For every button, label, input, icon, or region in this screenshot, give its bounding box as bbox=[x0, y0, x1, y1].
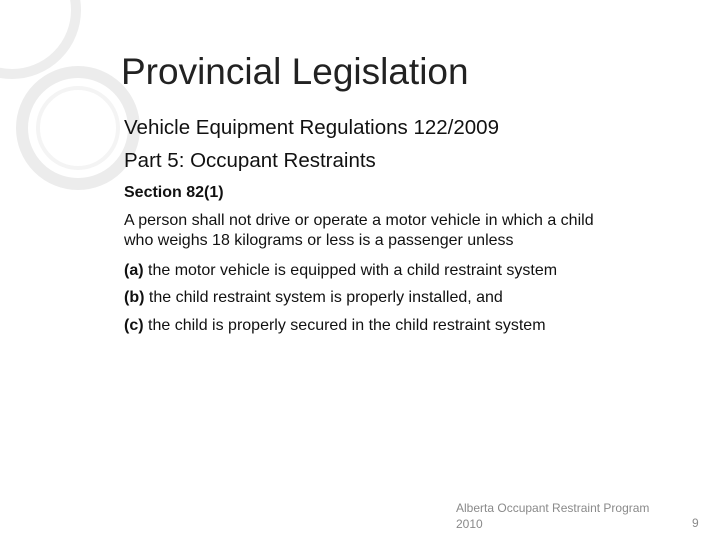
decorative-circles-graphic bbox=[0, 0, 140, 220]
condition-item-b bbox=[124, 288, 503, 308]
condition-text: the motor vehicle is equipped with a child restraint system bbox=[143, 262, 558, 279]
page-number: 9 bbox=[692, 516, 699, 530]
condition-marker: (a) bbox=[124, 262, 144, 279]
part-heading: Part 5: Occupant Restraints bbox=[124, 149, 376, 172]
regulation-heading: Vehicle Equipment Regulations 122/2009 bbox=[124, 116, 499, 139]
intro-line: A person shall not drive or operate a motor vehicle in which a child bbox=[124, 212, 594, 229]
condition-marker: (c) bbox=[124, 317, 144, 334]
condition-item-a bbox=[124, 261, 557, 281]
footer-year: 2010 bbox=[456, 517, 483, 531]
condition-text: the child restraint system is properly installed, and bbox=[144, 289, 503, 306]
condition-text: the child is properly secured in the child restraint system bbox=[143, 317, 546, 334]
intro-paragraph bbox=[124, 210, 684, 252]
footer-program bbox=[456, 500, 649, 532]
condition-item-c bbox=[124, 316, 546, 336]
footer-program-name: Alberta Occupant Restraint Program bbox=[456, 501, 650, 515]
condition-marker: (b) bbox=[124, 289, 145, 306]
slide-title: Provincial Legislation bbox=[121, 51, 469, 92]
section-heading: Section 82(1) bbox=[124, 184, 224, 201]
intro-line: who weighs 18 kilograms or less is a passenger unless bbox=[124, 232, 514, 249]
